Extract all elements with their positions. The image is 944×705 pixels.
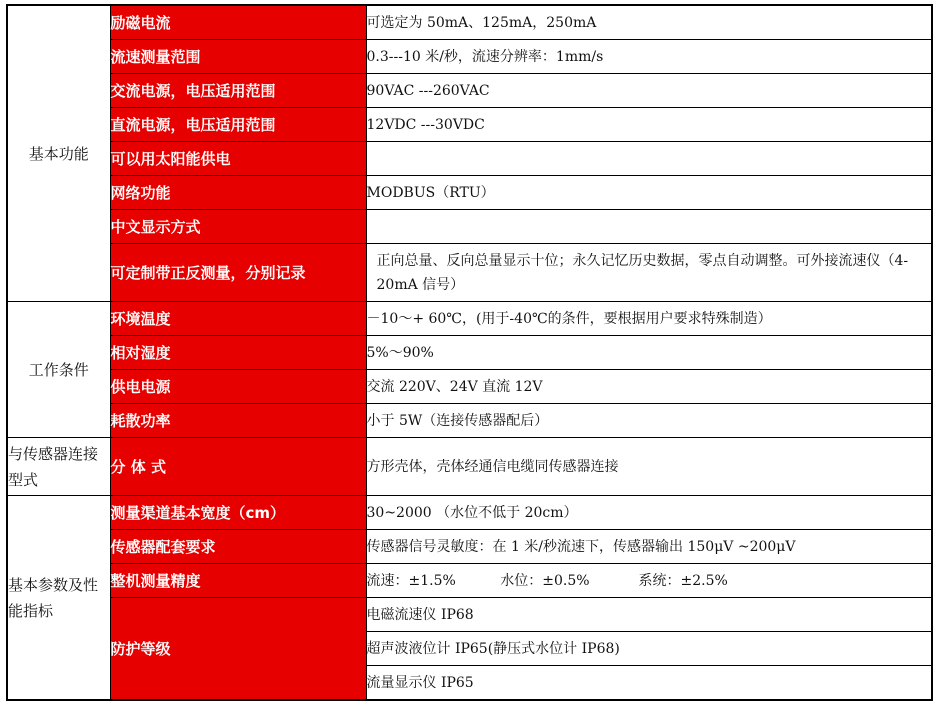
- category-parameters-performance: 基本参数及性能指标: [7, 496, 110, 701]
- table-row: [7, 108, 932, 142]
- table-row: [7, 496, 932, 530]
- row-value: 12VDC ---30VDC: [366, 108, 932, 142]
- table-row: [7, 74, 932, 108]
- row-value: 5%～90%: [366, 336, 932, 370]
- row-value: 30~2000 （水位不低于 20cm）: [366, 496, 932, 530]
- table-row: [7, 302, 932, 336]
- table-row: [7, 210, 932, 244]
- table-row: [7, 438, 932, 496]
- table-row: [7, 404, 932, 438]
- row-label: 可以用太阳能供电: [110, 142, 366, 176]
- row-value: 90VAC ---260VAC: [366, 74, 932, 108]
- row-label: 直流电源，电压适用范围: [110, 108, 366, 142]
- row-label: 整机测量精度: [110, 564, 366, 598]
- table-row: [7, 142, 932, 176]
- row-value: [366, 142, 932, 176]
- row-label: 防护等级: [110, 598, 366, 701]
- table-row: [7, 370, 932, 404]
- category-working-conditions: 工作条件: [7, 302, 110, 438]
- row-value: 可选定为 50mA、125mA，250mA: [366, 5, 932, 40]
- table-row: [7, 530, 932, 564]
- row-label: 可定制带正反测量，分别记录: [110, 244, 366, 302]
- row-label: 中文显示方式: [110, 210, 366, 244]
- row-value: 方形壳体，壳体经通信电缆同传感器连接: [366, 438, 932, 496]
- spec-table: [6, 4, 933, 701]
- table-row: [7, 40, 932, 74]
- row-label: 供电电源: [110, 370, 366, 404]
- row-value: 流量显示仪 IP65: [366, 666, 932, 701]
- row-label: 流速测量范围: [110, 40, 366, 74]
- table-row: [7, 176, 932, 210]
- row-value: －10～+ 60℃，(用于-40℃的条件，要根据用户要求特殊制造）: [366, 302, 932, 336]
- row-value: 小于 5W（连接传感器配后）: [366, 404, 932, 438]
- row-label: 网络功能: [110, 176, 366, 210]
- category-basic-functions: 基本功能: [7, 5, 110, 302]
- row-label: 相对湿度: [110, 336, 366, 370]
- row-label: 测量渠道基本宽度（cm）: [110, 496, 366, 530]
- category-sensor-connection: 与传感器连接型式: [7, 438, 110, 496]
- row-value: MODBUS（RTU）: [366, 176, 932, 210]
- row-label: 交流电源，电压适用范围: [110, 74, 366, 108]
- row-value: 传感器信号灵敏度：在 1 米/秒流速下，传感器输出 150μV ~200μV: [366, 530, 932, 564]
- row-label: 耗散功率: [110, 404, 366, 438]
- row-value: 0.3---10 米/秒，流速分辨率：1mm/s: [366, 40, 932, 74]
- table-row: [7, 5, 932, 40]
- row-label: 环境温度: [110, 302, 366, 336]
- row-value: 超声波液位计 IP65(静压式水位计 IP68): [366, 632, 932, 666]
- row-value: 流速：±1.5% 水位：±0.5% 系统：±2.5%: [366, 564, 932, 598]
- row-label: 传感器配套要求: [110, 530, 366, 564]
- table-row: [7, 336, 932, 370]
- row-value: [366, 210, 932, 244]
- row-value: 正向总量、反向总量显示十位；永久记忆历史数据，零点自动调整。可外接流速仪（4-20mA 信号）: [366, 244, 932, 302]
- row-label: 分 体 式: [110, 438, 366, 496]
- table-row: [7, 564, 932, 598]
- row-label: 励磁电流: [110, 5, 366, 40]
- row-value: 交流 220V、24V 直流 12V: [366, 370, 932, 404]
- table-row: [7, 244, 932, 302]
- row-value: 电磁流速仪 IP68: [366, 598, 932, 632]
- table-row: [7, 598, 932, 632]
